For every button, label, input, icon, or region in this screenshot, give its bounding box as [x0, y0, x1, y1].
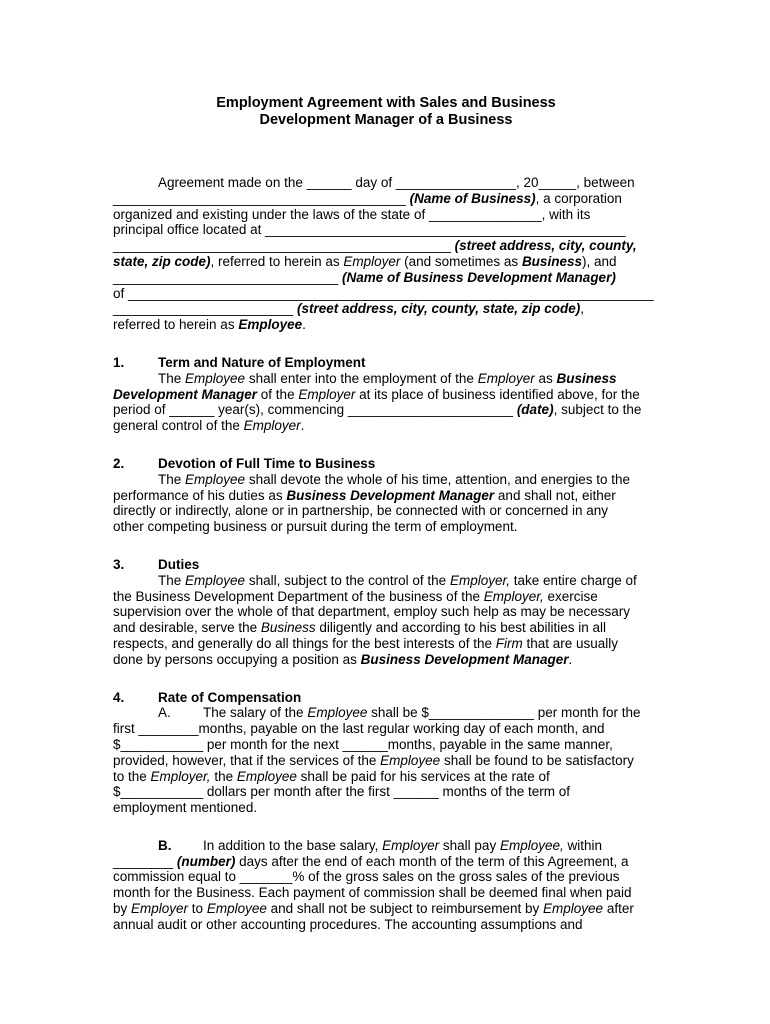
text-line [113, 885, 659, 901]
text-line [113, 238, 659, 254]
text-run: The [158, 572, 186, 588]
text-run: Business [260, 620, 316, 636]
text-run: month for the Business. Each payment of commission shall be deemed final when paid [113, 885, 632, 901]
text-run: 2. [113, 455, 125, 471]
text-line [113, 254, 659, 270]
text-run: Employee [307, 705, 368, 721]
intro-paragraph [113, 175, 659, 333]
text-run: Development Manager [113, 386, 258, 402]
text-run: of ______________________________________________________________________ [113, 285, 654, 301]
text-run: Employee [206, 901, 267, 917]
text-line [113, 402, 659, 418]
text-run: diligently and according to his best abilities in all [315, 620, 607, 636]
text-run: (Name of Business) [409, 190, 536, 206]
text-line [113, 222, 659, 238]
text-run: ), and [581, 253, 617, 269]
text-run: first ________months, payable on the last regular working day of each month, and [113, 721, 605, 737]
text-line [113, 317, 659, 333]
text-run: (Name of Business Development Manager) [342, 269, 616, 285]
text-run: Employer, [483, 588, 544, 604]
text-run: Business [521, 253, 582, 269]
text-run: . [302, 317, 306, 333]
text-run: Employee [236, 768, 297, 784]
text-run: performance of his duties as [113, 487, 287, 503]
text-run: and shall not be subject to reimbursement by [266, 901, 544, 917]
text-run: Employee [185, 370, 246, 386]
text-run: general control of the [113, 418, 244, 434]
text-run: $___________ dollars per month after the first ______ months of the term of [113, 784, 571, 800]
text-line [113, 286, 659, 302]
text-line [113, 472, 659, 488]
text-run: shall devote the whole of his time, attention, and energies to the [245, 471, 631, 487]
text-run: Employer, [449, 572, 510, 588]
text-line [113, 418, 659, 434]
text-line [113, 503, 659, 519]
text-run: $___________ per month for the next ______months, payable in the same manner, [113, 736, 613, 752]
text-run: as [534, 370, 557, 386]
text-line [113, 519, 659, 535]
text-run: Duties [158, 556, 200, 572]
text-line [113, 112, 659, 129]
text-run: , referred to herein as [210, 253, 344, 269]
text-run: A. [158, 705, 171, 721]
text-run: Employer [382, 837, 440, 853]
text-line [113, 270, 659, 286]
text-line [113, 191, 659, 207]
text-line [113, 869, 659, 885]
text-run: , [580, 301, 585, 317]
text-run: supervision over the whole of that department, employ such help as may be necessary [113, 604, 631, 620]
text-run: take entire charge of [509, 572, 637, 588]
text-run: shall, subject to the control of the [245, 572, 450, 588]
text-run: Employee [380, 752, 441, 768]
text-run: period of ______ year(s), commencing ______________________ [113, 402, 517, 418]
text-run: shall be $______________ per month for the [367, 705, 641, 721]
text-line [113, 620, 659, 636]
section-3-duties [113, 557, 659, 668]
text-run: shall be found to be satisfactory [440, 752, 634, 768]
text-line [113, 917, 659, 933]
text-run: . [568, 651, 573, 667]
text-run: shall pay [439, 837, 500, 853]
text-run: other competing business or pursuit during the term of employment. [113, 519, 518, 535]
section-2-devotion-full-time [113, 456, 659, 535]
blank-field: _____________________________________________ [113, 238, 455, 254]
text-run: after [603, 901, 634, 917]
text-run: Firm [495, 635, 523, 651]
text-line [113, 573, 659, 589]
text-run: and shall not, either [494, 487, 616, 503]
text-run: In addition to the base salary, [203, 837, 383, 853]
text-line [113, 721, 659, 737]
text-run: Employer [131, 901, 189, 917]
text-run: Business Development Manager [286, 487, 495, 503]
text-run: Business Development Manager [360, 651, 569, 667]
text-run: Rate of Compensation [158, 689, 302, 705]
text-run: at its place of business identified above, for the [355, 386, 640, 402]
text-run: Employee [185, 471, 246, 487]
text-run: the Business Development Department of the business of the [113, 588, 484, 604]
text-run: to [188, 901, 207, 917]
text-run: days after the end of each month of the term of this Agreement, a [235, 853, 629, 869]
text-run: to the [113, 768, 151, 784]
text-run: principal office located at ________________________________________________ [113, 222, 626, 238]
text-line [113, 636, 659, 652]
text-run: state, zip code) [113, 253, 211, 269]
text-line [113, 355, 659, 371]
text-run: (date) [516, 402, 554, 418]
text-line [113, 652, 659, 668]
section-4b-commission [113, 838, 659, 933]
text-run: the [210, 768, 237, 784]
text-line [113, 175, 659, 191]
text-run: 3. [113, 556, 125, 572]
text-run: Employment Agreement with Sales and Business [216, 95, 556, 111]
text-run: referred to herein as [113, 317, 239, 333]
text-run: by [113, 901, 132, 917]
text-run: Employee [238, 317, 303, 333]
text-run: Employee [185, 572, 246, 588]
text-run: (and sometimes as [400, 253, 522, 269]
text-line [113, 854, 659, 870]
text-run: Development Manager of a Business [259, 111, 513, 128]
text-run: The salary of the [203, 705, 308, 721]
text-run: within [563, 837, 603, 853]
text-run: Employer, [150, 768, 211, 784]
text-line [113, 769, 659, 785]
text-line [113, 95, 659, 112]
text-run: Employee, [499, 837, 564, 853]
text-run: commission equal to _______% of the gross sales on the gross sales of the previous [113, 869, 620, 885]
text-line [113, 387, 659, 403]
text-run: (number) [176, 853, 236, 869]
blank-field: ________________________ [113, 301, 297, 317]
text-line [113, 690, 659, 706]
text-run: exercise [543, 588, 598, 604]
text-run: organized and existing under the laws of the state of _______________, with its [113, 206, 591, 222]
text-run: The [158, 471, 186, 487]
text-line [113, 753, 659, 769]
text-run: Employer [477, 370, 535, 386]
text-run: Business [556, 370, 617, 386]
text-run: 4. [113, 689, 125, 705]
text-run: provided, however, that if the services of the [113, 752, 381, 768]
text-run: directly or indirectly, alone or in partnership, be connected with or concerned in any [113, 503, 609, 519]
blank-field: ______________________________ [113, 269, 342, 285]
text-line [113, 207, 659, 223]
text-line [113, 737, 659, 753]
text-run: annual audit or other accounting procedures. The accounting assumptions and [113, 916, 583, 932]
text-run: , a corporation [535, 190, 622, 206]
text-run: (street address, city, county, state, zip code) [296, 301, 581, 317]
text-line [113, 800, 659, 816]
document-content [113, 95, 659, 955]
text-line [113, 604, 659, 620]
text-line [113, 838, 659, 854]
blank-field: ________ [113, 853, 177, 869]
text-run: B. [158, 837, 172, 853]
section-1-term-and-nature [113, 355, 659, 434]
text-run: Employee [543, 901, 604, 917]
text-run: that are usually [522, 635, 619, 651]
text-line [113, 371, 659, 387]
text-run: of the [257, 386, 299, 402]
text-run: (street address, city, county, [454, 238, 637, 254]
text-run: respects, and generally do all things for the best interests of the [113, 635, 496, 651]
text-run: The [158, 370, 186, 386]
text-line [113, 557, 659, 573]
text-run: Devotion of Full Time to Business [158, 455, 376, 471]
text-run: Employer [298, 386, 356, 402]
text-run: shall enter into the employment of the [245, 370, 478, 386]
text-line [113, 901, 659, 917]
text-line [113, 456, 659, 472]
document-title [113, 95, 659, 128]
text-line [113, 301, 659, 317]
text-run: . [300, 418, 305, 434]
section-4-rate-of-compensation [113, 690, 659, 816]
text-run: Term and Nature of Employment [158, 354, 366, 370]
text-run: 1. [113, 354, 125, 370]
text-run: Employer [343, 253, 401, 269]
text-run: and desirable, serve the [113, 620, 261, 636]
text-line [113, 784, 659, 800]
text-run: employment mentioned. [113, 800, 258, 816]
text-line [113, 705, 659, 721]
blank-field: _______________________________________ [113, 190, 410, 206]
text-line [113, 488, 659, 504]
text-run: done by persons occupying a position as [113, 651, 361, 667]
text-run: shall be paid for his services at the rate of [296, 768, 550, 784]
text-run: Employer [243, 418, 301, 434]
text-run: Agreement made on the ______ day of ________________, 20_____, between [158, 175, 635, 190]
text-line [113, 589, 659, 605]
text-run: , subject to the [553, 402, 642, 418]
